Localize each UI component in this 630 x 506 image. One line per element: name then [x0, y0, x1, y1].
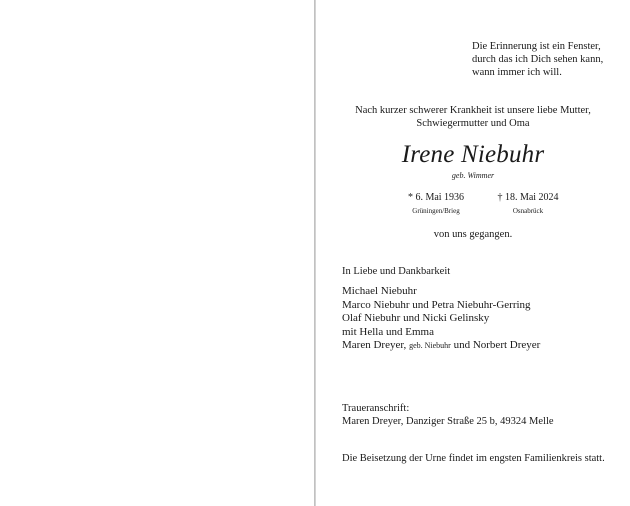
mourners-list — [342, 285, 540, 353]
intro-line: Nach kurzer schwerer Krankheit ist unsere liebe Mutter, — [355, 105, 591, 116]
mourner-line: Marco Niebuhr und Petra Niebuhr-Gerring — [342, 298, 531, 311]
mourner-line: Olaf Niebuhr und Nicki Gelinsky — [342, 312, 490, 324]
birth-date: * 6. Mai 1936 — [407, 192, 465, 203]
poem-line: Die Erinnerung ist ein Fenster, — [472, 41, 601, 52]
mourner-line: Michael Niebuhr — [342, 285, 417, 297]
funeral-note: Die Beisetzung der Urne findet im engsten Familienkreis statt. — [342, 453, 605, 464]
mourner-line — [342, 339, 540, 353]
death-place: Osnabrück — [512, 207, 544, 215]
intro-text — [316, 104, 630, 130]
address-label: Traueranschrift: — [342, 403, 410, 414]
mourner-line: mit Hella und Emma — [342, 325, 434, 338]
mourning-address — [342, 402, 554, 428]
birth-place: Grüningen/Brieg — [412, 207, 460, 215]
maiden-name: geb. Wimmer — [451, 171, 495, 180]
death-date: † 18. Mai 2024 — [497, 192, 559, 203]
right-page — [316, 0, 630, 506]
mourner-maiden-name: geb. Niebuhr — [409, 341, 451, 350]
poem — [472, 40, 622, 79]
address-value: Maren Dreyer, Danziger Straße 25 b, 49324 Melle — [342, 416, 554, 427]
deceased-name: Irene Niebuhr — [401, 141, 545, 168]
poem-line: wann immer ich will. — [472, 67, 562, 78]
mourner-name: Maren Dreyer, — [342, 339, 407, 351]
intro-line: Schwiegermutter und Oma — [416, 118, 530, 129]
mourner-name: und Norbert Dreyer — [453, 339, 541, 351]
poem-line: durch das ich Dich sehen kann, — [472, 54, 604, 65]
death-block — [486, 191, 570, 217]
birth-block — [396, 191, 476, 217]
left-page — [0, 0, 314, 506]
mourners-heading: In Liebe und Dankbarkeit — [342, 266, 451, 277]
passed-text: von uns gegangen. — [433, 229, 513, 240]
